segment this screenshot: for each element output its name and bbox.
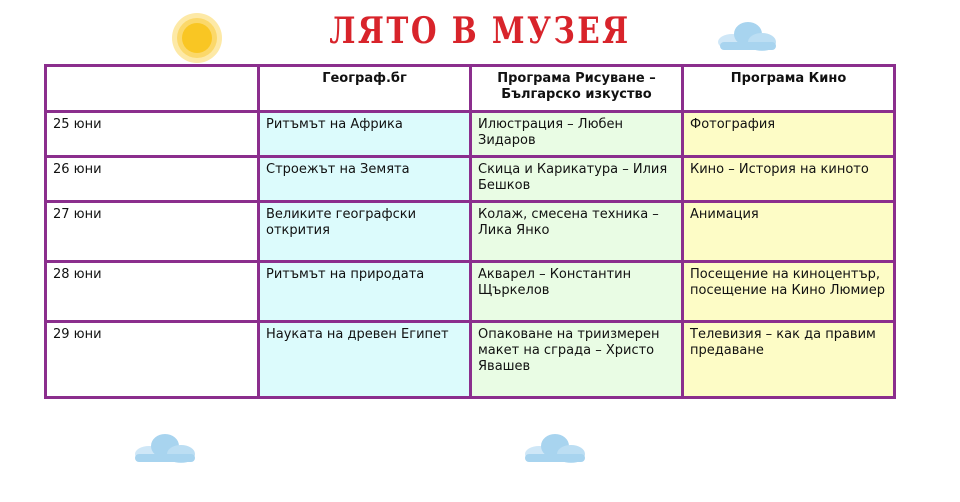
date-cell: 25 юни bbox=[46, 112, 259, 157]
header-cinema: Програма Кино bbox=[683, 66, 895, 112]
cinema-cell: Кино – История на киното bbox=[683, 157, 895, 202]
geo-cell: Ритъмът на природата bbox=[259, 262, 471, 322]
art-cell: Опаковане на триизмерен макет на сграда – Христо Явашев bbox=[471, 322, 683, 398]
header-empty-cell bbox=[46, 66, 259, 112]
art-cell: Скица и Карикатура – Илия Бешков bbox=[471, 157, 683, 202]
table-row bbox=[46, 202, 895, 262]
header-geo: Географ.бг bbox=[259, 66, 471, 112]
cinema-cell: Посещение на киноцентър, посещение на Кино Люмиер bbox=[683, 262, 895, 322]
table-header-row bbox=[46, 66, 895, 112]
header-art: Програма Рисуване – Българско изкуство bbox=[471, 66, 683, 112]
page-title: ЛЯТО В МУЗЕЯ bbox=[329, 10, 631, 52]
geo-cell: Науката на древен Египет bbox=[259, 322, 471, 398]
cinema-cell: Телевизия – как да правим предаване bbox=[683, 322, 895, 398]
cinema-cell: Анимация bbox=[683, 202, 895, 262]
cinema-cell: Фотография bbox=[683, 112, 895, 157]
table-row bbox=[46, 157, 895, 202]
date-cell: 27 юни bbox=[46, 202, 259, 262]
art-cell: Илюстрация – Любен Зидаров bbox=[471, 112, 683, 157]
cloud-icon bbox=[127, 430, 197, 464]
table-row bbox=[46, 322, 895, 398]
date-cell: 28 юни bbox=[46, 262, 259, 322]
geo-cell: Строежът на Земята bbox=[259, 157, 471, 202]
table-row bbox=[46, 112, 895, 157]
art-cell: Акварел – Константин Щъркелов bbox=[471, 262, 683, 322]
geo-cell: Ритъмът на Африка bbox=[259, 112, 471, 157]
table-row bbox=[46, 262, 895, 322]
geo-cell: Великите географски открития bbox=[259, 202, 471, 262]
schedule-table bbox=[44, 64, 896, 399]
cloud-icon bbox=[517, 430, 587, 464]
date-cell: 29 юни bbox=[46, 322, 259, 398]
date-cell: 26 юни bbox=[46, 157, 259, 202]
art-cell: Колаж, смесена техника – Лика Янко bbox=[471, 202, 683, 262]
